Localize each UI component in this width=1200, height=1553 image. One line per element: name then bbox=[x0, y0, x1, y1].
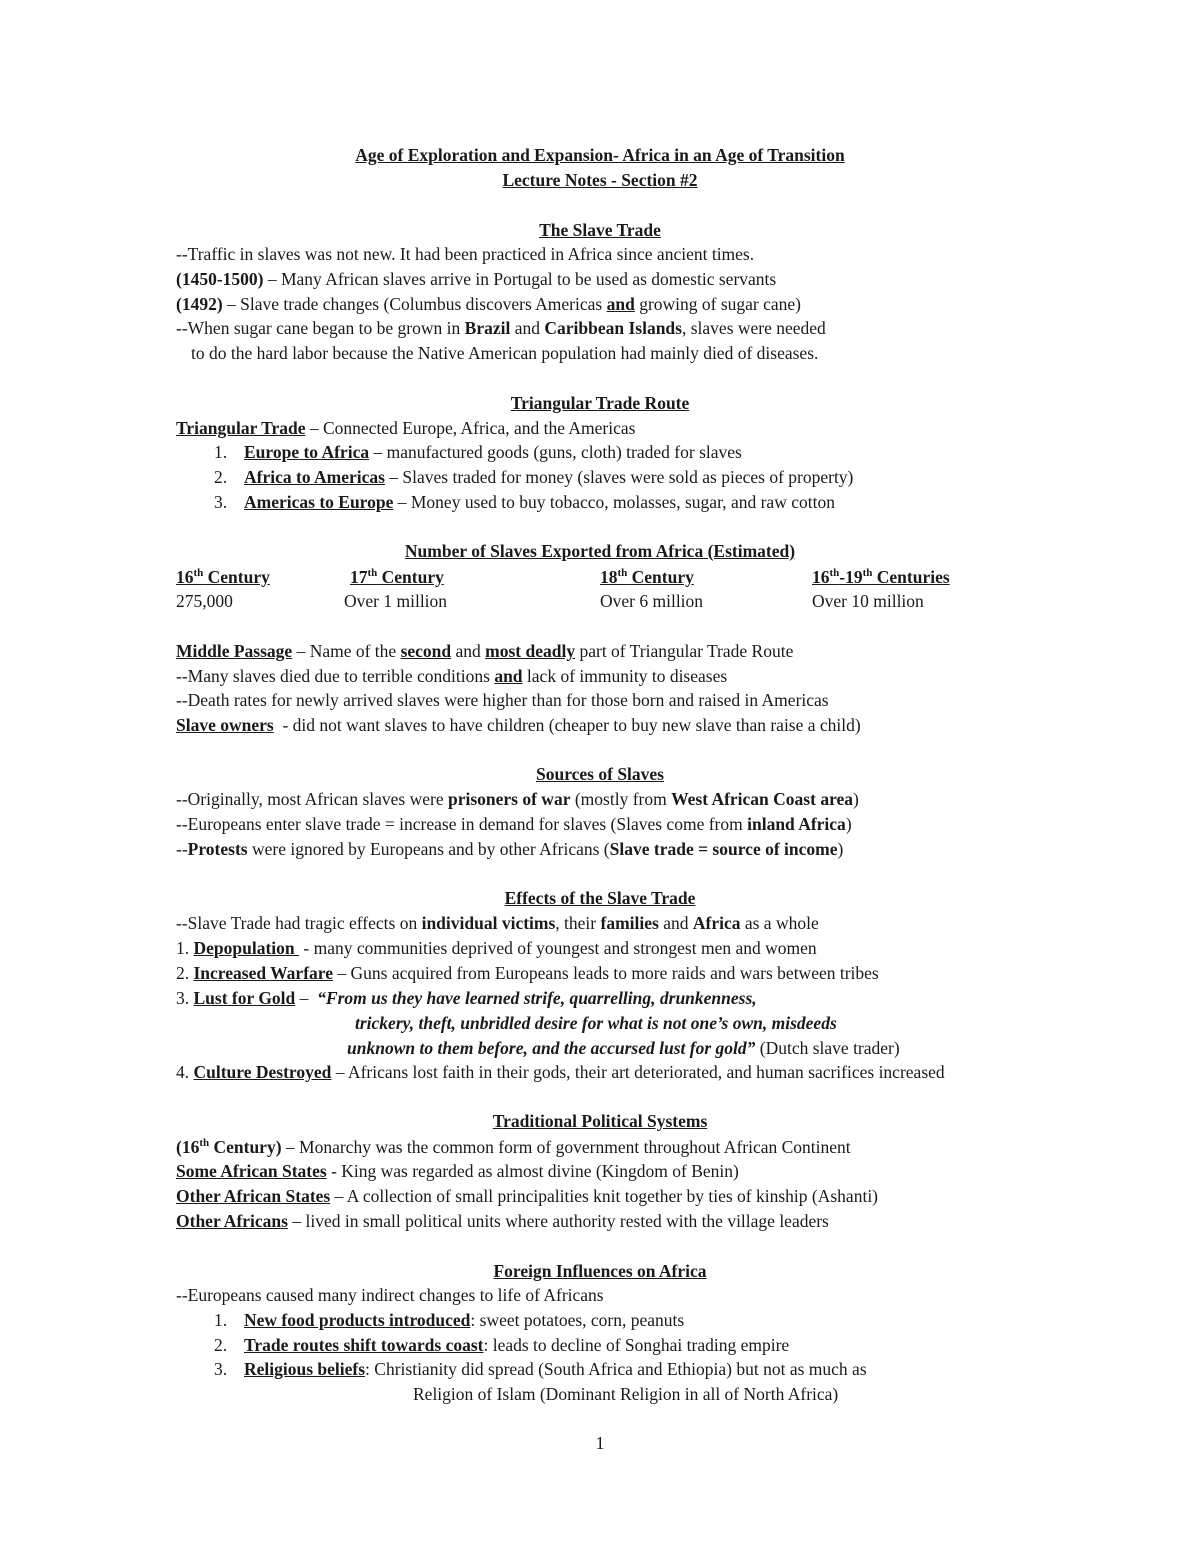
middle-passage-line: --Death rates for newly arrived slaves were higher than for those born and raised in Americas bbox=[176, 690, 829, 710]
section-heading-slave-trade: The Slave Trade bbox=[539, 220, 661, 240]
effects-list-item: 1. Depopulation - many communities deprived of youngest and strongest men and women bbox=[176, 938, 817, 958]
section-heading-foreign-influences: Foreign Influences on Africa bbox=[493, 1261, 707, 1281]
page-number: 1 bbox=[595, 1433, 605, 1453]
slave-trade-line: --Traffic in slaves was not new. It had been practiced in Africa since ancient times. bbox=[176, 244, 755, 264]
effects-line: --Slave Trade had tragic effects on individual victims, their families and Africa as a whole bbox=[176, 913, 819, 933]
sources-line: --Europeans enter slave trade = increase in demand for slaves (Slaves come from inland Africa) bbox=[176, 814, 852, 834]
slave-trade-line: to do the hard labor because the Native American population had mainly died of diseases. bbox=[191, 343, 819, 363]
table-header-cell: 18th Century bbox=[600, 567, 694, 587]
slave-trade-line: (1492) – Slave trade changes (Columbus discovers Americas and growing of sugar cane) bbox=[176, 294, 802, 314]
middle-passage-line: Middle Passage – Name of the second and most deadly part of Triangular Trade Route bbox=[176, 641, 794, 661]
political-line: (16th Century) – Monarchy was the common form of government throughout African Continent bbox=[176, 1137, 851, 1157]
list-item: 3. Americas to Europe – Money used to buy tobacco, molasses, sugar, and raw cotton bbox=[214, 492, 835, 512]
slave-trade-line: --When sugar cane began to be grown in Brazil and Caribbean Islands, slaves were needed bbox=[176, 318, 826, 338]
foreign-intro: --Europeans caused many indirect changes to life of Africans bbox=[176, 1285, 604, 1305]
section-heading-slave-exports: Number of Slaves Exported from Africa (Estimated) bbox=[404, 541, 796, 561]
document-subtitle: Lecture Notes - Section #2 bbox=[502, 170, 698, 190]
quote-line: unknown to them before, and the accursed lust for gold” (Dutch slave trader) bbox=[347, 1038, 900, 1058]
sources-line: --Originally, most African slaves were prisoners of war (mostly from West African Coast area) bbox=[176, 789, 859, 809]
table-cell: Over 6 million bbox=[600, 591, 704, 611]
section-heading-political: Traditional Political Systems bbox=[492, 1111, 708, 1131]
political-line: Other Africans – lived in small political units where authority rested with the village leaders bbox=[176, 1211, 829, 1231]
triangular-trade-definition: Triangular Trade – Connected Europe, Africa, and the Americas bbox=[176, 418, 636, 438]
document-title: Age of Exploration and Expansion- Africa in an Age of Transition bbox=[355, 145, 845, 165]
middle-passage-line: --Many slaves died due to terrible conditions and lack of immunity to diseases bbox=[176, 666, 728, 686]
effects-list-item: 3. Lust for Gold – “From us they have learned strife, quarrelling, drunkenness, bbox=[176, 988, 757, 1008]
quote-line: trickery, theft, unbridled desire for what is not one’s own, misdeeds bbox=[355, 1013, 837, 1033]
effects-list-item: 2. Increased Warfare – Guns acquired from Europeans leads to more raids and wars between tribes bbox=[176, 963, 879, 983]
political-line: Some African States - King was regarded as almost divine (Kingdom of Benin) bbox=[176, 1161, 739, 1181]
sources-line: --Protests were ignored by Europeans and by other Africans (Slave trade = source of income) bbox=[176, 839, 844, 859]
list-item: 2. Africa to Americas – Slaves traded for money (slaves were sold as pieces of property) bbox=[214, 467, 854, 487]
middle-passage-line: Slave owners - did not want slaves to have children (cheaper to buy new slave than raise a child) bbox=[176, 715, 861, 735]
table-cell: Over 10 million bbox=[812, 591, 924, 611]
section-heading-effects: Effects of the Slave Trade bbox=[504, 888, 696, 908]
list-item-continuation: Religion of Islam (Dominant Religion in all of North Africa) bbox=[413, 1384, 839, 1404]
list-item: 3. Religious beliefs: Christianity did spread (South Africa and Ethiopia) but not as much as bbox=[214, 1359, 867, 1379]
section-heading-triangular-trade: Triangular Trade Route bbox=[510, 393, 690, 413]
effects-list-item: 4. Culture Destroyed – Africans lost faith in their gods, their art deteriorated, and human sacrifices increased bbox=[176, 1062, 945, 1082]
political-line: Other African States – A collection of small principalities knit together by ties of kinship (Ashanti) bbox=[176, 1186, 879, 1206]
table-header-cell: 16th Century bbox=[176, 567, 270, 587]
section-heading-sources: Sources of Slaves bbox=[535, 764, 664, 784]
table-header-cell: 16th-19th Centuries bbox=[812, 567, 950, 587]
slave-trade-line: (1450-1500) – Many African slaves arrive in Portugal to be used as domestic servants bbox=[176, 269, 777, 289]
list-item: 1. Europe to Africa – manufactured goods (guns, cloth) traded for slaves bbox=[214, 442, 742, 462]
table-cell: 275,000 bbox=[176, 591, 233, 611]
table-cell: Over 1 million bbox=[344, 591, 448, 611]
list-item: 1. New food products introduced: sweet potatoes, corn, peanuts bbox=[214, 1310, 685, 1330]
list-item: 2. Trade routes shift towards coast: leads to decline of Songhai trading empire bbox=[214, 1335, 790, 1355]
table-header-cell: 17th Century bbox=[350, 567, 444, 587]
